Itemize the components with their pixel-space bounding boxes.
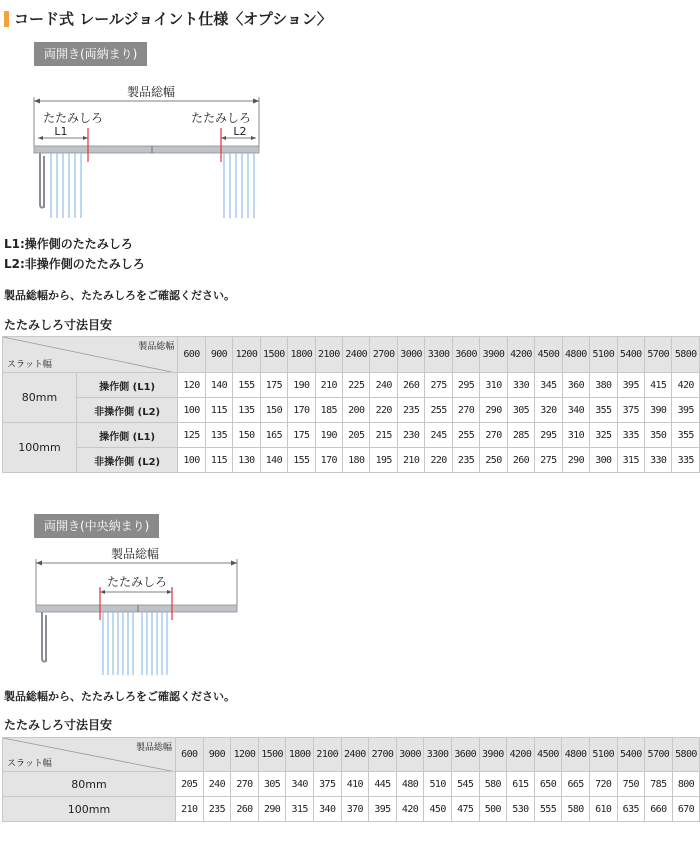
table-cell: 320 bbox=[535, 398, 562, 423]
table-cell: 200 bbox=[343, 398, 370, 423]
table-cell: 340 bbox=[562, 398, 589, 423]
table1-width-header: 1500 bbox=[260, 337, 287, 373]
page-title-text: コード式 レールジョイント仕様〈オプション〉 bbox=[14, 10, 332, 28]
table-cell: 295 bbox=[452, 373, 479, 398]
table-cell: 220 bbox=[370, 398, 397, 423]
table-cell: 205 bbox=[176, 772, 204, 797]
table2-width-header: 900 bbox=[203, 738, 231, 772]
legend-l2: L2:非操作側のたたみしろ bbox=[4, 257, 145, 271]
table2-width-header: 5100 bbox=[589, 738, 617, 772]
table2-width-header: 4200 bbox=[507, 738, 535, 772]
diagram1-left-fold-label: たたみしろ bbox=[42, 111, 104, 125]
fold-size-table-1 bbox=[2, 336, 700, 473]
table-cell: 125 bbox=[178, 423, 205, 448]
table-cell: 445 bbox=[369, 772, 397, 797]
table2-corner-width-label: 製品総幅 bbox=[135, 743, 172, 753]
table-cell: 175 bbox=[288, 423, 315, 448]
diagram2-right-slats bbox=[142, 612, 167, 675]
section1-label: 両開き(両納まり) bbox=[34, 42, 147, 66]
diagram2-fold-label: たたみしろ bbox=[106, 575, 168, 589]
table1-side-label: 非操作側 (L2) bbox=[76, 448, 177, 473]
table-cell: 345 bbox=[535, 373, 562, 398]
table-cell: 610 bbox=[589, 797, 617, 822]
table-cell: 270 bbox=[452, 398, 479, 423]
table-cell: 260 bbox=[397, 373, 424, 398]
table-cell: 260 bbox=[507, 448, 534, 473]
table-cell: 240 bbox=[370, 373, 397, 398]
table-cell: 510 bbox=[424, 772, 452, 797]
table-cell: 410 bbox=[341, 772, 369, 797]
table-cell: 290 bbox=[258, 797, 286, 822]
table2-width-header: 3000 bbox=[396, 738, 424, 772]
table-cell: 260 bbox=[231, 797, 259, 822]
table2-width-header: 2400 bbox=[341, 738, 369, 772]
table2-width-header: 3300 bbox=[424, 738, 452, 772]
table-cell: 135 bbox=[205, 423, 232, 448]
table-cell: 255 bbox=[425, 398, 452, 423]
table1-side-label: 操作側 (L1) bbox=[76, 423, 177, 448]
table2-slat-width: 80mm bbox=[3, 772, 176, 797]
table1-slat-width: 80mm bbox=[3, 373, 77, 423]
section1-table-title: たたみしろ寸法目安 bbox=[4, 318, 113, 332]
table1-width-header: 3600 bbox=[452, 337, 479, 373]
table-cell: 355 bbox=[590, 398, 617, 423]
table-cell: 580 bbox=[479, 772, 507, 797]
table-cell: 340 bbox=[286, 772, 314, 797]
table-cell: 140 bbox=[205, 373, 232, 398]
table-cell: 500 bbox=[479, 797, 507, 822]
table1-width-header: 5700 bbox=[645, 337, 672, 373]
table-cell: 450 bbox=[424, 797, 452, 822]
diagram2-operating-cord bbox=[42, 612, 46, 662]
table-cell: 360 bbox=[562, 373, 589, 398]
table2-width-header: 2700 bbox=[369, 738, 397, 772]
table-cell: 130 bbox=[233, 448, 260, 473]
table-row bbox=[3, 797, 700, 822]
table-cell: 480 bbox=[396, 772, 424, 797]
table1-width-header: 2100 bbox=[315, 337, 342, 373]
table-cell: 330 bbox=[645, 448, 672, 473]
table-cell: 300 bbox=[590, 448, 617, 473]
diagram1-total-width-label: 製品総幅 bbox=[126, 85, 176, 99]
table-cell: 650 bbox=[534, 772, 562, 797]
table2-width-header: 5400 bbox=[617, 738, 645, 772]
table-cell: 100 bbox=[178, 398, 205, 423]
table-cell: 340 bbox=[313, 797, 341, 822]
diagram2-rail bbox=[36, 605, 237, 612]
table-cell: 165 bbox=[260, 423, 287, 448]
table-cell: 390 bbox=[645, 398, 672, 423]
table-cell: 335 bbox=[617, 423, 644, 448]
table-cell: 240 bbox=[203, 772, 231, 797]
table-cell: 310 bbox=[562, 423, 589, 448]
table-cell: 235 bbox=[397, 398, 424, 423]
table1-corner-width-label: 製品総幅 bbox=[138, 342, 175, 352]
table-cell: 750 bbox=[617, 772, 645, 797]
table1-width-header: 600 bbox=[178, 337, 205, 373]
table2-corner-header bbox=[3, 738, 176, 772]
table1-width-header: 4500 bbox=[535, 337, 562, 373]
table-cell: 375 bbox=[313, 772, 341, 797]
table1-width-header: 1200 bbox=[233, 337, 260, 373]
table-row bbox=[3, 398, 700, 423]
table-cell: 670 bbox=[672, 797, 700, 822]
table-cell: 150 bbox=[260, 398, 287, 423]
table-cell: 785 bbox=[645, 772, 673, 797]
section2-label: 両開き(中央納まり) bbox=[34, 514, 159, 538]
table1-corner-header bbox=[3, 337, 178, 373]
table-cell: 150 bbox=[233, 423, 260, 448]
table2-width-header: 3900 bbox=[479, 738, 507, 772]
table-cell: 325 bbox=[590, 423, 617, 448]
title-accent-bar bbox=[4, 11, 9, 27]
table-cell: 140 bbox=[260, 448, 287, 473]
table1-side-label: 非操作側 (L2) bbox=[76, 398, 177, 423]
table2-width-header: 1500 bbox=[258, 738, 286, 772]
fold-size-table-2 bbox=[2, 737, 700, 822]
table-cell: 665 bbox=[562, 772, 590, 797]
table-cell: 155 bbox=[288, 448, 315, 473]
table-cell: 615 bbox=[507, 772, 535, 797]
table-cell: 115 bbox=[205, 398, 232, 423]
table-cell: 310 bbox=[480, 373, 507, 398]
table-cell: 315 bbox=[617, 448, 644, 473]
diagram1-l1-label: L1 bbox=[54, 125, 68, 138]
table-cell: 305 bbox=[258, 772, 286, 797]
table1-side-label: 操作側 (L1) bbox=[76, 373, 177, 398]
table-cell: 210 bbox=[176, 797, 204, 822]
table-cell: 275 bbox=[535, 448, 562, 473]
table-cell: 415 bbox=[645, 373, 672, 398]
table1-width-header: 2700 bbox=[370, 337, 397, 373]
table-cell: 530 bbox=[507, 797, 535, 822]
table-cell: 420 bbox=[396, 797, 424, 822]
table2-width-header: 3600 bbox=[451, 738, 479, 772]
table2-width-header: 1800 bbox=[286, 738, 314, 772]
diagram2-left-slats bbox=[103, 612, 133, 675]
diagram1-l2-label: L2 bbox=[233, 125, 247, 138]
table2-width-header: 4800 bbox=[562, 738, 590, 772]
table-cell: 375 bbox=[617, 398, 644, 423]
table-row bbox=[3, 772, 700, 797]
table-cell: 330 bbox=[507, 373, 534, 398]
table1-width-header: 4200 bbox=[507, 337, 534, 373]
table1-width-header: 5800 bbox=[672, 337, 700, 373]
table-cell: 180 bbox=[343, 448, 370, 473]
table-cell: 210 bbox=[315, 373, 342, 398]
table-cell: 395 bbox=[369, 797, 397, 822]
table-cell: 380 bbox=[590, 373, 617, 398]
legend-l1: L1:操作側のたたみしろ bbox=[4, 237, 133, 251]
table1-width-header: 5400 bbox=[617, 337, 644, 373]
table1-width-header: 900 bbox=[205, 337, 232, 373]
table-cell: 220 bbox=[425, 448, 452, 473]
table-cell: 395 bbox=[672, 398, 700, 423]
table-cell: 215 bbox=[370, 423, 397, 448]
table-cell: 230 bbox=[397, 423, 424, 448]
table-cell: 245 bbox=[425, 423, 452, 448]
table-cell: 170 bbox=[288, 398, 315, 423]
table-cell: 210 bbox=[397, 448, 424, 473]
table-cell: 205 bbox=[343, 423, 370, 448]
table-cell: 555 bbox=[534, 797, 562, 822]
table2-width-header: 5800 bbox=[672, 738, 700, 772]
table-row bbox=[3, 423, 700, 448]
table2-slat-width: 100mm bbox=[3, 797, 176, 822]
table-cell: 800 bbox=[672, 772, 700, 797]
table2-width-header: 2100 bbox=[313, 738, 341, 772]
diagram1-operating-cord bbox=[40, 153, 44, 208]
diagram1-right-fold-label: たたみしろ bbox=[190, 111, 252, 125]
table-cell: 335 bbox=[672, 448, 700, 473]
table-cell: 545 bbox=[451, 772, 479, 797]
table-cell: 290 bbox=[562, 448, 589, 473]
table-cell: 120 bbox=[178, 373, 205, 398]
table-cell: 660 bbox=[645, 797, 673, 822]
table-cell: 295 bbox=[535, 423, 562, 448]
table-cell: 115 bbox=[205, 448, 232, 473]
section1-note: 製品総幅から、たたみしろをご確認ください。 bbox=[4, 289, 235, 302]
table-cell: 235 bbox=[203, 797, 231, 822]
table1-width-header: 3000 bbox=[397, 337, 424, 373]
table-cell: 305 bbox=[507, 398, 534, 423]
page-title bbox=[4, 8, 332, 29]
table-cell: 275 bbox=[425, 373, 452, 398]
table1-corner-slat-label: スラット幅 bbox=[7, 360, 52, 370]
section2-table-title: たたみしろ寸法目安 bbox=[4, 718, 113, 732]
table-cell: 170 bbox=[315, 448, 342, 473]
table-cell: 370 bbox=[341, 797, 369, 822]
table-cell: 100 bbox=[178, 448, 205, 473]
table-row bbox=[3, 448, 700, 473]
table-cell: 175 bbox=[260, 373, 287, 398]
table-cell: 255 bbox=[452, 423, 479, 448]
table-cell: 225 bbox=[343, 373, 370, 398]
table2-width-header: 1200 bbox=[231, 738, 259, 772]
table-cell: 195 bbox=[370, 448, 397, 473]
table-cell: 270 bbox=[480, 423, 507, 448]
table-cell: 185 bbox=[315, 398, 342, 423]
diagram1-left-slats bbox=[51, 153, 81, 218]
table-cell: 190 bbox=[315, 423, 342, 448]
table1-width-header: 2400 bbox=[343, 337, 370, 373]
table-row bbox=[3, 373, 700, 398]
table-cell: 355 bbox=[672, 423, 700, 448]
table-cell: 135 bbox=[233, 398, 260, 423]
table-cell: 250 bbox=[480, 448, 507, 473]
table-cell: 235 bbox=[452, 448, 479, 473]
table2-width-header: 5700 bbox=[645, 738, 673, 772]
table-cell: 635 bbox=[617, 797, 645, 822]
section2-diagram bbox=[0, 540, 260, 685]
table-cell: 395 bbox=[617, 373, 644, 398]
table1-width-header: 1800 bbox=[288, 337, 315, 373]
table2-width-header: 600 bbox=[176, 738, 204, 772]
table1-slat-width: 100mm bbox=[3, 423, 77, 473]
section2-note: 製品総幅から、たたみしろをご確認ください。 bbox=[4, 690, 235, 703]
table1-width-header: 3300 bbox=[425, 337, 452, 373]
diagram1-right-slats bbox=[224, 153, 254, 218]
table2-width-header: 4500 bbox=[534, 738, 562, 772]
table-cell: 420 bbox=[672, 373, 700, 398]
table-cell: 315 bbox=[286, 797, 314, 822]
table-cell: 290 bbox=[480, 398, 507, 423]
table2-corner-slat-label: スラット幅 bbox=[7, 759, 52, 769]
diagram2-total-width-label: 製品総幅 bbox=[110, 547, 160, 561]
table-cell: 285 bbox=[507, 423, 534, 448]
table-cell: 720 bbox=[589, 772, 617, 797]
section1-diagram bbox=[0, 78, 300, 228]
table1-width-header: 4800 bbox=[562, 337, 589, 373]
table-cell: 155 bbox=[233, 373, 260, 398]
table-cell: 270 bbox=[231, 772, 259, 797]
table-cell: 350 bbox=[645, 423, 672, 448]
table-cell: 580 bbox=[562, 797, 590, 822]
table-cell: 190 bbox=[288, 373, 315, 398]
diagram1-rail bbox=[34, 146, 259, 153]
table-cell: 475 bbox=[451, 797, 479, 822]
table1-width-header: 5100 bbox=[590, 337, 617, 373]
table1-width-header: 3900 bbox=[480, 337, 507, 373]
